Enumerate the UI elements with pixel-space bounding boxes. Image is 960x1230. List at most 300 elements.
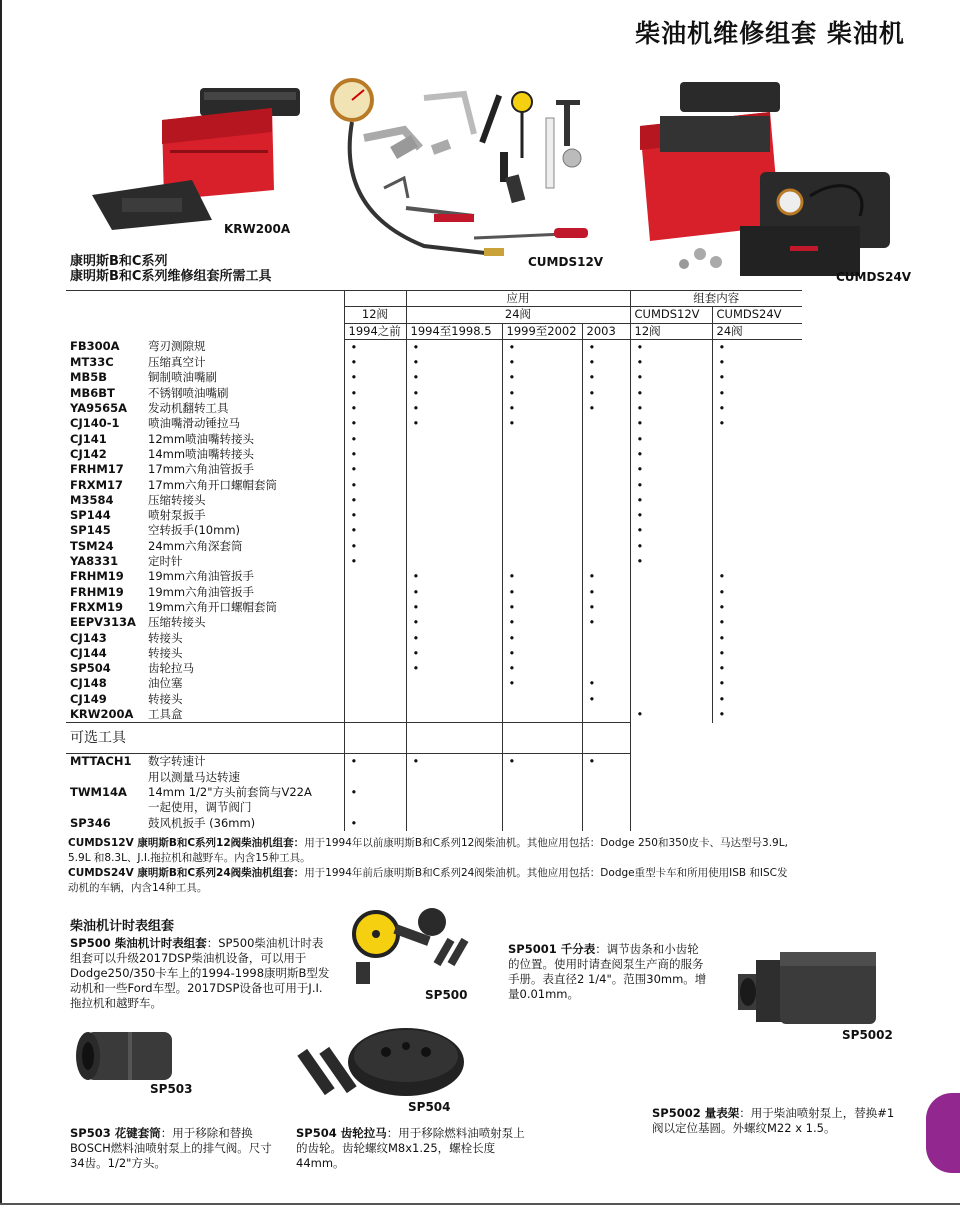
- applicability-dot-f: [712, 432, 802, 447]
- applicability-dot-c: •: [502, 416, 582, 431]
- optional-dot-a: •: [344, 754, 406, 770]
- applicability-dot-a: [344, 585, 406, 600]
- applicability-dot-f: •: [712, 600, 802, 615]
- sp500-label: SP500: [425, 988, 468, 1002]
- optional-dot-d: •: [582, 754, 630, 770]
- applicability-dot-b: [406, 523, 502, 538]
- tool-row: [66, 339, 802, 355]
- section-thumb-tab: [926, 1093, 960, 1173]
- applicability-dot-b: •: [406, 401, 502, 416]
- applicability-dot-e: •: [630, 401, 712, 416]
- tool-description: 弯刃测隙规: [148, 339, 206, 354]
- sp503-label: SP503: [150, 1082, 193, 1096]
- applicability-dot-e: •: [630, 493, 712, 508]
- header-application: 应用: [406, 291, 630, 307]
- tool-description: 17mm六角开口螺帽套筒: [148, 477, 278, 492]
- tool-part-number: SP504: [70, 661, 111, 676]
- optional-dot-b: [406, 816, 502, 831]
- applicability-dot-f: [712, 554, 802, 569]
- applicability-dot-a: [344, 707, 406, 723]
- applicability-dot-a: [344, 631, 406, 646]
- applicability-dot-c: •: [502, 661, 582, 676]
- sp500-block: [70, 918, 332, 1011]
- optional-tool-row: [66, 770, 802, 785]
- tool-part-number: SP144: [70, 508, 111, 523]
- applicability-dot-e: •: [630, 539, 712, 554]
- applicability-dot-e: [630, 646, 712, 661]
- tool-description: 转接头: [148, 630, 183, 645]
- applicability-dot-a: [344, 600, 406, 615]
- tool-description: 压缩转接头: [148, 492, 206, 507]
- applicability-dot-c: [502, 539, 582, 554]
- tool-part-number: CJ140-1: [70, 416, 120, 431]
- applicability-dot-a: [344, 661, 406, 676]
- tool-row: [66, 432, 802, 447]
- applicability-dot-d: •: [582, 585, 630, 600]
- applicability-dot-b: •: [406, 585, 502, 600]
- tool-part-number: CJ144: [70, 645, 107, 660]
- optional-dot-b: [406, 770, 502, 785]
- optional-part-number: [66, 770, 144, 785]
- applicability-dot-a: •: [344, 339, 406, 355]
- tool-row: [66, 676, 802, 691]
- applicability-dot-f: •: [712, 569, 802, 584]
- applicability-dot-f: [712, 508, 802, 523]
- page-title: 柴油机维修组套 柴油机: [635, 19, 905, 48]
- tool-part-number: KRW200A: [70, 707, 134, 722]
- applicability-dot-e: [630, 692, 712, 707]
- optional-tools-title: 可选工具: [66, 723, 344, 754]
- sp5002-description: SP5002 量表架：用于柴油喷射泵上，替换#1阀以定位基圆。外螺纹M22 x 1.5。: [652, 1106, 895, 1135]
- cumds24v-image: [640, 76, 900, 276]
- optional-dot-b: [406, 785, 502, 800]
- tool-description: 定时针: [148, 554, 183, 569]
- optional-dot-d: [582, 816, 630, 831]
- optional-part-number: [66, 800, 144, 815]
- tool-part-number: FRHM19: [70, 584, 124, 599]
- tool-part-number: FRHM17: [70, 462, 124, 477]
- tool-row: [66, 370, 802, 385]
- sp5001-description: SP5001 千分表：调节齿条和小齿轮的位置。使用时请查阅泵生产商的服务手册。表直径2 1/4"。范围30mm。增量0.01mm。: [508, 942, 707, 1001]
- applicability-dot-f: •: [712, 707, 802, 723]
- tool-row: [66, 600, 802, 615]
- tools-table: [66, 290, 806, 831]
- applicability-dot-f: •: [712, 386, 802, 401]
- applicability-dot-c: [502, 447, 582, 462]
- applicability-dot-b: [406, 707, 502, 723]
- optional-tool-row: [66, 800, 802, 815]
- applicability-dot-a: [344, 676, 406, 691]
- tool-part-number: FB300A: [70, 339, 120, 354]
- applicability-dot-d: •: [582, 615, 630, 630]
- applicability-dot-e: •: [630, 432, 712, 447]
- optional-dot-b: [406, 800, 502, 815]
- applicability-dot-c: •: [502, 355, 582, 370]
- tool-part-number: CJ148: [70, 676, 107, 691]
- tool-part-number: CJ149: [70, 691, 107, 706]
- applicability-dot-b: •: [406, 615, 502, 630]
- applicability-dot-c: [502, 554, 582, 569]
- tool-description: 转接头: [148, 645, 183, 660]
- tool-description: 19mm六角油管扳手: [148, 584, 255, 599]
- optional-tool-row: [66, 816, 802, 831]
- applicability-dot-d: [582, 661, 630, 676]
- applicability-dot-b: •: [406, 355, 502, 370]
- applicability-dot-e: •: [630, 339, 712, 355]
- applicability-dot-d: •: [582, 692, 630, 707]
- optional-part-number: TWM14A: [70, 784, 127, 799]
- applicability-dot-f: •: [712, 585, 802, 600]
- tool-description: 油位塞: [148, 676, 183, 691]
- tool-row: [66, 615, 802, 630]
- applicability-dot-d: •: [582, 355, 630, 370]
- applicability-dot-e: •: [630, 707, 712, 723]
- applicability-dot-f: [712, 523, 802, 538]
- header-kit-cumds24v: CUMDS24V: [712, 307, 802, 323]
- col-header-kit-24: 24阀: [712, 323, 802, 339]
- tool-description: 铜制喷油嘴刷: [148, 370, 217, 385]
- applicability-dot-a: •: [344, 508, 406, 523]
- applicability-dot-d: •: [582, 401, 630, 416]
- optional-dot-b: •: [406, 754, 502, 770]
- applicability-dot-d: [582, 631, 630, 646]
- tool-description: 12mm喷油嘴转接头: [148, 431, 255, 446]
- applicability-dot-a: •: [344, 416, 406, 431]
- applicability-dot-b: •: [406, 569, 502, 584]
- applicability-dot-a: •: [344, 401, 406, 416]
- tool-description: 24mm六角深套筒: [148, 538, 243, 553]
- applicability-dot-e: [630, 676, 712, 691]
- sp5002-image: [734, 946, 884, 1030]
- tool-part-number: M3584: [70, 492, 114, 507]
- sp5002-label: SP5002: [842, 1028, 893, 1042]
- tool-row: [66, 631, 802, 646]
- section-title: 康明斯B和C系列: [70, 254, 168, 269]
- applicability-dot-b: •: [406, 661, 502, 676]
- tool-description: 发动机翻转工具: [148, 401, 229, 416]
- optional-dot-a: [344, 770, 406, 785]
- applicability-dot-c: [502, 508, 582, 523]
- optional-dot-c: [502, 816, 582, 831]
- header-kit-contents: 组套内容: [630, 291, 802, 307]
- applicability-dot-e: •: [630, 355, 712, 370]
- section-header: [70, 254, 271, 284]
- applicability-dot-b: [406, 554, 502, 569]
- applicability-dot-a: [344, 615, 406, 630]
- applicability-dot-c: •: [502, 401, 582, 416]
- applicability-dot-e: [630, 600, 712, 615]
- applicability-dot-b: [406, 676, 502, 691]
- tool-part-number: MT33C: [70, 355, 114, 370]
- applicability-dot-c: •: [502, 386, 582, 401]
- applicability-dot-a: •: [344, 539, 406, 554]
- applicability-dot-c: [502, 493, 582, 508]
- tool-row: [66, 508, 802, 523]
- optional-description: 用以测量马达转速: [148, 769, 240, 784]
- optional-description: 数字转速计: [148, 754, 206, 769]
- tool-part-number: FRXM17: [70, 477, 124, 492]
- tool-part-number: CJ142: [70, 446, 107, 461]
- applicability-dot-b: •: [406, 631, 502, 646]
- tool-part-number: CJ141: [70, 431, 107, 446]
- applicability-dot-d: [582, 493, 630, 508]
- optional-description: 14mm 1/2"方头前套筒与V22A: [148, 784, 312, 799]
- tool-description: 19mm六角油管扳手: [148, 569, 255, 584]
- col-header-2003: 2003: [582, 323, 630, 339]
- applicability-dot-b: [406, 462, 502, 477]
- applicability-dot-f: •: [712, 631, 802, 646]
- applicability-dot-e: •: [630, 370, 712, 385]
- tool-row: [66, 692, 802, 707]
- applicability-dot-f: •: [712, 401, 802, 416]
- tool-row: [66, 707, 802, 723]
- applicability-dot-e: •: [630, 478, 712, 493]
- bottom-page-rule: [0, 1203, 960, 1205]
- sp503-description: SP503 花键套筒：用于移除和替换BOSCH燃料油喷射泵上的排气阀。尺寸34齿。1/2"方头。: [70, 1126, 272, 1170]
- applicability-dot-d: [582, 523, 630, 538]
- applicability-dot-e: •: [630, 416, 712, 431]
- tool-description: 喷射泵扳手: [148, 508, 206, 523]
- applicability-dot-a: •: [344, 386, 406, 401]
- applicability-dot-e: [630, 615, 712, 630]
- tool-row: [66, 447, 802, 462]
- applicability-dot-a: •: [344, 432, 406, 447]
- sp504-image: [296, 1024, 466, 1100]
- tool-row: [66, 661, 802, 676]
- optional-description: 鼓风机扳手 (36mm): [148, 815, 256, 830]
- optional-dot-a: •: [344, 785, 406, 800]
- applicability-dot-d: [582, 508, 630, 523]
- section-subtitle: 康明斯B和C系列维修组套所需工具: [70, 269, 272, 284]
- applicability-dot-c: [502, 432, 582, 447]
- applicability-dot-d: [582, 478, 630, 493]
- tool-row: [66, 493, 802, 508]
- optional-dot-c: •: [502, 754, 582, 770]
- optional-dot-a: [344, 800, 406, 815]
- applicability-dot-a: [344, 646, 406, 661]
- optional-dot-d: [582, 770, 630, 785]
- applicability-dot-b: •: [406, 600, 502, 615]
- tool-part-number: FRXM19: [70, 599, 124, 614]
- left-page-rule: [0, 0, 2, 1205]
- applicability-dot-f: •: [712, 646, 802, 661]
- applicability-dot-e: [630, 585, 712, 600]
- note-cumds12v: CUMDS12V 康明斯B和C系列12阀柴油机组套：用于1994年以前康明斯B和C系列12阀柴油机。其他应用包括：Dodge 250和350皮卡、马达型号3.9L, 5.9L 和8.3L、J.I.拖拉机和越野车。内含15种工具。: [68, 837, 788, 864]
- applicability-dot-f: [712, 462, 802, 477]
- tool-part-number: CJ143: [70, 630, 107, 645]
- applicability-dot-f: •: [712, 416, 802, 431]
- tool-description: 19mm六角开口螺帽套筒: [148, 599, 278, 614]
- applicability-dot-d: •: [582, 370, 630, 385]
- tool-description: 转接头: [148, 691, 183, 706]
- tool-part-number: YA9565A: [70, 401, 128, 416]
- applicability-dot-d: •: [582, 600, 630, 615]
- optional-part-number: SP346: [70, 815, 111, 830]
- applicability-dot-b: •: [406, 416, 502, 431]
- applicability-dot-f: [712, 539, 802, 554]
- col-header-kit-12: 12阀: [630, 323, 712, 339]
- cumds24v-label: CUMDS24V: [836, 270, 912, 284]
- optional-dot-a: •: [344, 816, 406, 831]
- tool-description: 17mm六角油管扳手: [148, 462, 255, 477]
- header-12-valve: 12阀: [344, 307, 406, 323]
- optional-part-number: MTTACH1: [70, 754, 132, 769]
- applicability-dot-b: •: [406, 339, 502, 355]
- tool-row: [66, 539, 802, 554]
- applicability-dot-a: •: [344, 523, 406, 538]
- tool-description: 压缩转接头: [148, 615, 206, 630]
- applicability-dot-b: •: [406, 646, 502, 661]
- sp503-image: [72, 1024, 182, 1088]
- applicability-dot-b: •: [406, 386, 502, 401]
- applicability-dot-d: [582, 707, 630, 723]
- tool-part-number: MB6BT: [70, 385, 115, 400]
- applicability-dot-e: •: [630, 508, 712, 523]
- tool-row: [66, 646, 802, 661]
- kit-notes: [68, 836, 792, 896]
- sp500-description: SP500 柴油机计时表组套：SP500柴油机计时表组套可以升级2017DSP柴油机设备，可以用于Dodge250/350卡车上的1994-1998康明斯B型发动机和一些Ford车型。2017DSP设备也可用于J.I.拖拉机和越野车。: [70, 936, 330, 1010]
- optional-tool-row: [66, 754, 802, 770]
- tool-part-number: MB5B: [70, 370, 107, 385]
- applicability-dot-c: [502, 478, 582, 493]
- applicability-dot-a: •: [344, 554, 406, 569]
- applicability-dot-f: •: [712, 615, 802, 630]
- applicability-dot-f: •: [712, 370, 802, 385]
- optional-dot-c: [502, 800, 582, 815]
- tool-description: 不锈钢喷油嘴刷: [148, 385, 229, 400]
- applicability-dot-f: [712, 493, 802, 508]
- sp504-description: SP504 齿轮拉马：用于移除燃料油喷射泵上的齿轮。齿轮螺纹M8x1.25，螺栓长度44mm。: [296, 1126, 525, 1170]
- applicability-dot-e: [630, 631, 712, 646]
- tool-row: [66, 569, 802, 584]
- optional-dot-c: [502, 785, 582, 800]
- applicability-dot-a: •: [344, 462, 406, 477]
- tool-row: [66, 585, 802, 600]
- applicability-dot-e: •: [630, 386, 712, 401]
- applicability-dot-b: [406, 447, 502, 462]
- tool-part-number: EEPV313A: [70, 615, 136, 630]
- col-header-1994-1998: 1994至1998.5: [406, 323, 502, 339]
- applicability-dot-e: •: [630, 523, 712, 538]
- cumds12v-label: CUMDS12V: [528, 255, 604, 269]
- applicability-dot-f: [712, 478, 802, 493]
- note-cumds24v: CUMDS24V 康明斯B和C系列24阀柴油机组套：用于1994年前后康明斯B和C系列24阀柴油机。其他应用包括：Dodge重型卡车和所用使用ISB 和ISC发动机的车辆，内含14种工具。: [68, 867, 788, 894]
- tool-row: [66, 416, 802, 431]
- applicability-dot-c: •: [502, 631, 582, 646]
- applicability-dot-c: •: [502, 615, 582, 630]
- applicability-dot-f: •: [712, 661, 802, 676]
- tool-row: [66, 462, 802, 477]
- applicability-dot-c: •: [502, 646, 582, 661]
- applicability-dot-b: •: [406, 370, 502, 385]
- applicability-dot-d: •: [582, 569, 630, 584]
- applicability-dot-d: [582, 447, 630, 462]
- tool-part-number: TSM24: [70, 538, 114, 553]
- applicability-dot-c: •: [502, 370, 582, 385]
- header-24-valve: 24阀: [406, 307, 630, 323]
- optional-description: 一起使用，调节阀门: [148, 800, 252, 815]
- krw200a-label: KRW200A: [224, 222, 291, 236]
- applicability-dot-d: [582, 432, 630, 447]
- applicability-dot-a: •: [344, 447, 406, 462]
- col-header-1999-2002: 1999至2002: [502, 323, 582, 339]
- tool-description: 压缩真空计: [148, 355, 206, 370]
- tool-description: 喷油嘴滑动锤拉马: [148, 416, 240, 431]
- applicability-dot-b: [406, 692, 502, 707]
- applicability-dot-c: •: [502, 569, 582, 584]
- applicability-dot-d: •: [582, 339, 630, 355]
- applicability-dot-d: •: [582, 386, 630, 401]
- sp504-label: SP504: [408, 1100, 451, 1114]
- tool-description: 齿轮拉马: [148, 661, 194, 676]
- optional-dot-d: [582, 800, 630, 815]
- applicability-dot-a: •: [344, 478, 406, 493]
- applicability-dot-c: [502, 692, 582, 707]
- tool-part-number: SP145: [70, 523, 111, 538]
- tool-row: [66, 478, 802, 493]
- applicability-dot-e: [630, 661, 712, 676]
- applicability-dot-a: [344, 692, 406, 707]
- applicability-dot-b: [406, 478, 502, 493]
- sp500-image: [350, 904, 480, 992]
- header-kit-cumds12v: CUMDS12V: [630, 307, 712, 323]
- timing-section-title: 柴油机计时表组套: [70, 919, 175, 934]
- applicability-dot-f: •: [712, 676, 802, 691]
- applicability-dot-f: [712, 447, 802, 462]
- optional-dot-c: [502, 770, 582, 785]
- applicability-dot-e: •: [630, 554, 712, 569]
- applicability-dot-a: •: [344, 355, 406, 370]
- krw200a-image: [92, 80, 322, 240]
- applicability-dot-d: [582, 646, 630, 661]
- applicability-dot-b: [406, 508, 502, 523]
- optional-tool-row: [66, 785, 802, 800]
- applicability-dot-a: •: [344, 493, 406, 508]
- applicability-dot-c: [502, 523, 582, 538]
- applicability-dot-c: •: [502, 600, 582, 615]
- applicability-dot-e: [630, 569, 712, 584]
- tool-part-number: YA8331: [70, 554, 119, 569]
- applicability-dot-e: •: [630, 462, 712, 477]
- tool-row: [66, 554, 802, 569]
- tool-part-number: FRHM19: [70, 569, 124, 584]
- applicability-dot-c: •: [502, 676, 582, 691]
- applicability-dot-c: [502, 707, 582, 723]
- applicability-dot-f: •: [712, 692, 802, 707]
- applicability-dot-f: •: [712, 355, 802, 370]
- applicability-dot-a: •: [344, 370, 406, 385]
- applicability-dot-b: [406, 432, 502, 447]
- applicability-dot-d: [582, 462, 630, 477]
- applicability-dot-f: •: [712, 339, 802, 355]
- applicability-dot-e: •: [630, 447, 712, 462]
- applicability-dot-c: [502, 462, 582, 477]
- applicability-dot-a: [344, 569, 406, 584]
- col-header-pre-1994: 1994之前: [344, 323, 406, 339]
- tool-description: 空转扳手(10mm): [148, 523, 241, 538]
- tool-description: 工具盒: [148, 707, 183, 722]
- tool-row: [66, 386, 802, 401]
- applicability-dot-b: [406, 493, 502, 508]
- applicability-dot-c: •: [502, 339, 582, 355]
- applicability-dot-c: •: [502, 585, 582, 600]
- applicability-dot-d: [582, 416, 630, 431]
- cumds12v-image: [324, 78, 604, 268]
- applicability-dot-d: [582, 539, 630, 554]
- tool-row: [66, 523, 802, 538]
- tool-row: [66, 355, 802, 370]
- optional-dot-d: [582, 785, 630, 800]
